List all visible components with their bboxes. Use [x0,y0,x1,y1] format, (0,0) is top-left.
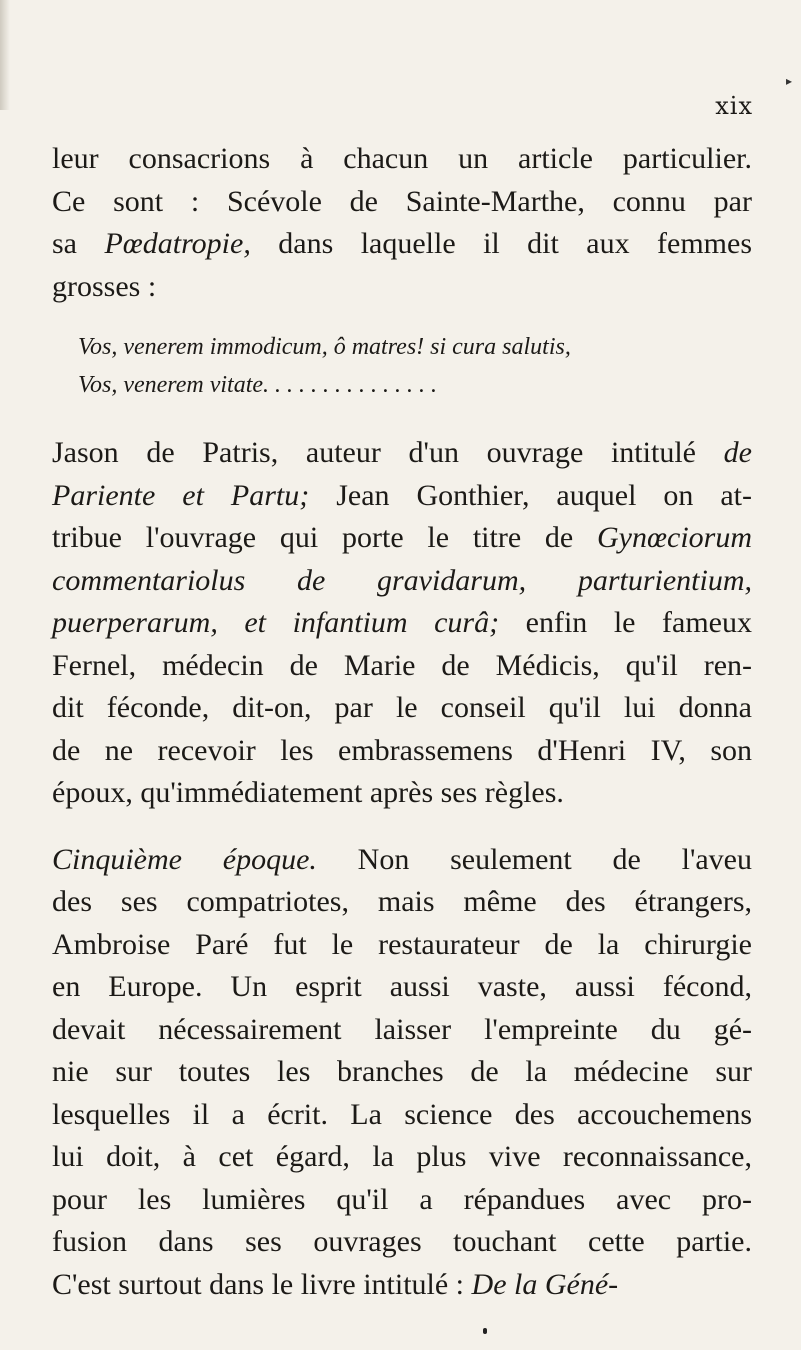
text-line: des ses compatriotes, mais même des étrangers, [52,885,752,918]
text-line [52,475,752,518]
text-line [52,517,752,560]
italic-title: Cinquième époque. [52,842,317,876]
text-line: grosses : [52,269,157,303]
text-line: lui doit, à cet égard, la plus vive reconnaissance, [52,1140,752,1173]
text-line [52,602,752,645]
text-line: Ce sont : Scévole de Sainte-Marthe, connu par [52,184,752,218]
text-line: pour les lumières qu'il a répandues avec pro- [52,1182,752,1216]
page-edge-shadow [0,0,10,110]
verse-line: Vos, venerem immodicum, ô matres! si cura salutis, [78,334,571,360]
paragraph-1 [52,138,752,308]
text-line [52,1264,752,1307]
italic-title: Gynœciorum [597,521,752,554]
corner-mark: ▸ [786,74,793,88]
italic-title: De la Géné- [471,1267,619,1301]
page-body [52,138,752,1306]
text-line: Fernel, médecin de Marie de Médicis, qu'il ren- [52,648,752,682]
text-run: tribue l'ouvrage qui porte le titre de [52,521,598,554]
ink-speck [483,1328,487,1334]
text-run: sa [52,227,105,260]
text-run: C'est surtout dans le livre intitulé : [52,1267,472,1301]
text-line [52,432,752,475]
italic-title: commentariolus de gravidarum, parturientium, [52,563,752,597]
text-run: enfin le fameux [499,606,752,639]
text-line: nie sur toutes les branches de la médecine sur [52,1055,752,1088]
italic-title: de [723,436,752,469]
page-number: xix [715,92,753,120]
latin-verse [78,328,752,404]
text-run: Non seulement de l'aveu [316,842,752,876]
text-line [52,839,752,882]
text-line: leur consacrions à chacun un article particulier. [52,142,752,175]
text-line: devait nécessairement laisser l'empreinte du gé- [52,1012,752,1046]
text-line: lesquelles il a écrit. La science des accouchemens [52,1097,752,1131]
italic-title: Pœdatropie, [104,227,251,260]
text-line: Ambroise Paré fut le restaurateur de la chirurgie [52,927,752,961]
text-run: dans laquelle il dit aux femmes [250,227,753,260]
text-line: époux, qu'immédiatement après ses règles. [52,776,564,809]
text-run: Jason de Patris, auteur d'un ouvrage intitulé [52,436,724,469]
text-line: de ne recevoir les embrassemens d'Henri IV, son [52,733,752,767]
italic-title: Pariente et Partu; [52,478,310,512]
paragraph-2 [52,432,752,815]
text-line: fusion dans ses ouvrages touchant cette partie. [52,1225,752,1258]
text-run: Jean Gonthier, auquel on at- [309,478,753,512]
text-line [52,560,752,603]
paragraph-3 [52,839,752,1307]
text-line [52,223,752,266]
italic-title: puerperarum, et infantium curâ; [52,606,500,639]
text-line: en Europe. Un esprit aussi vaste, aussi fécond, [52,970,752,1003]
text-line: dit féconde, dit-on, par le conseil qu'il lui donna [52,691,752,724]
verse-line: Vos, venerem vitate. . . . . . . . . . . . . . . [78,372,438,398]
